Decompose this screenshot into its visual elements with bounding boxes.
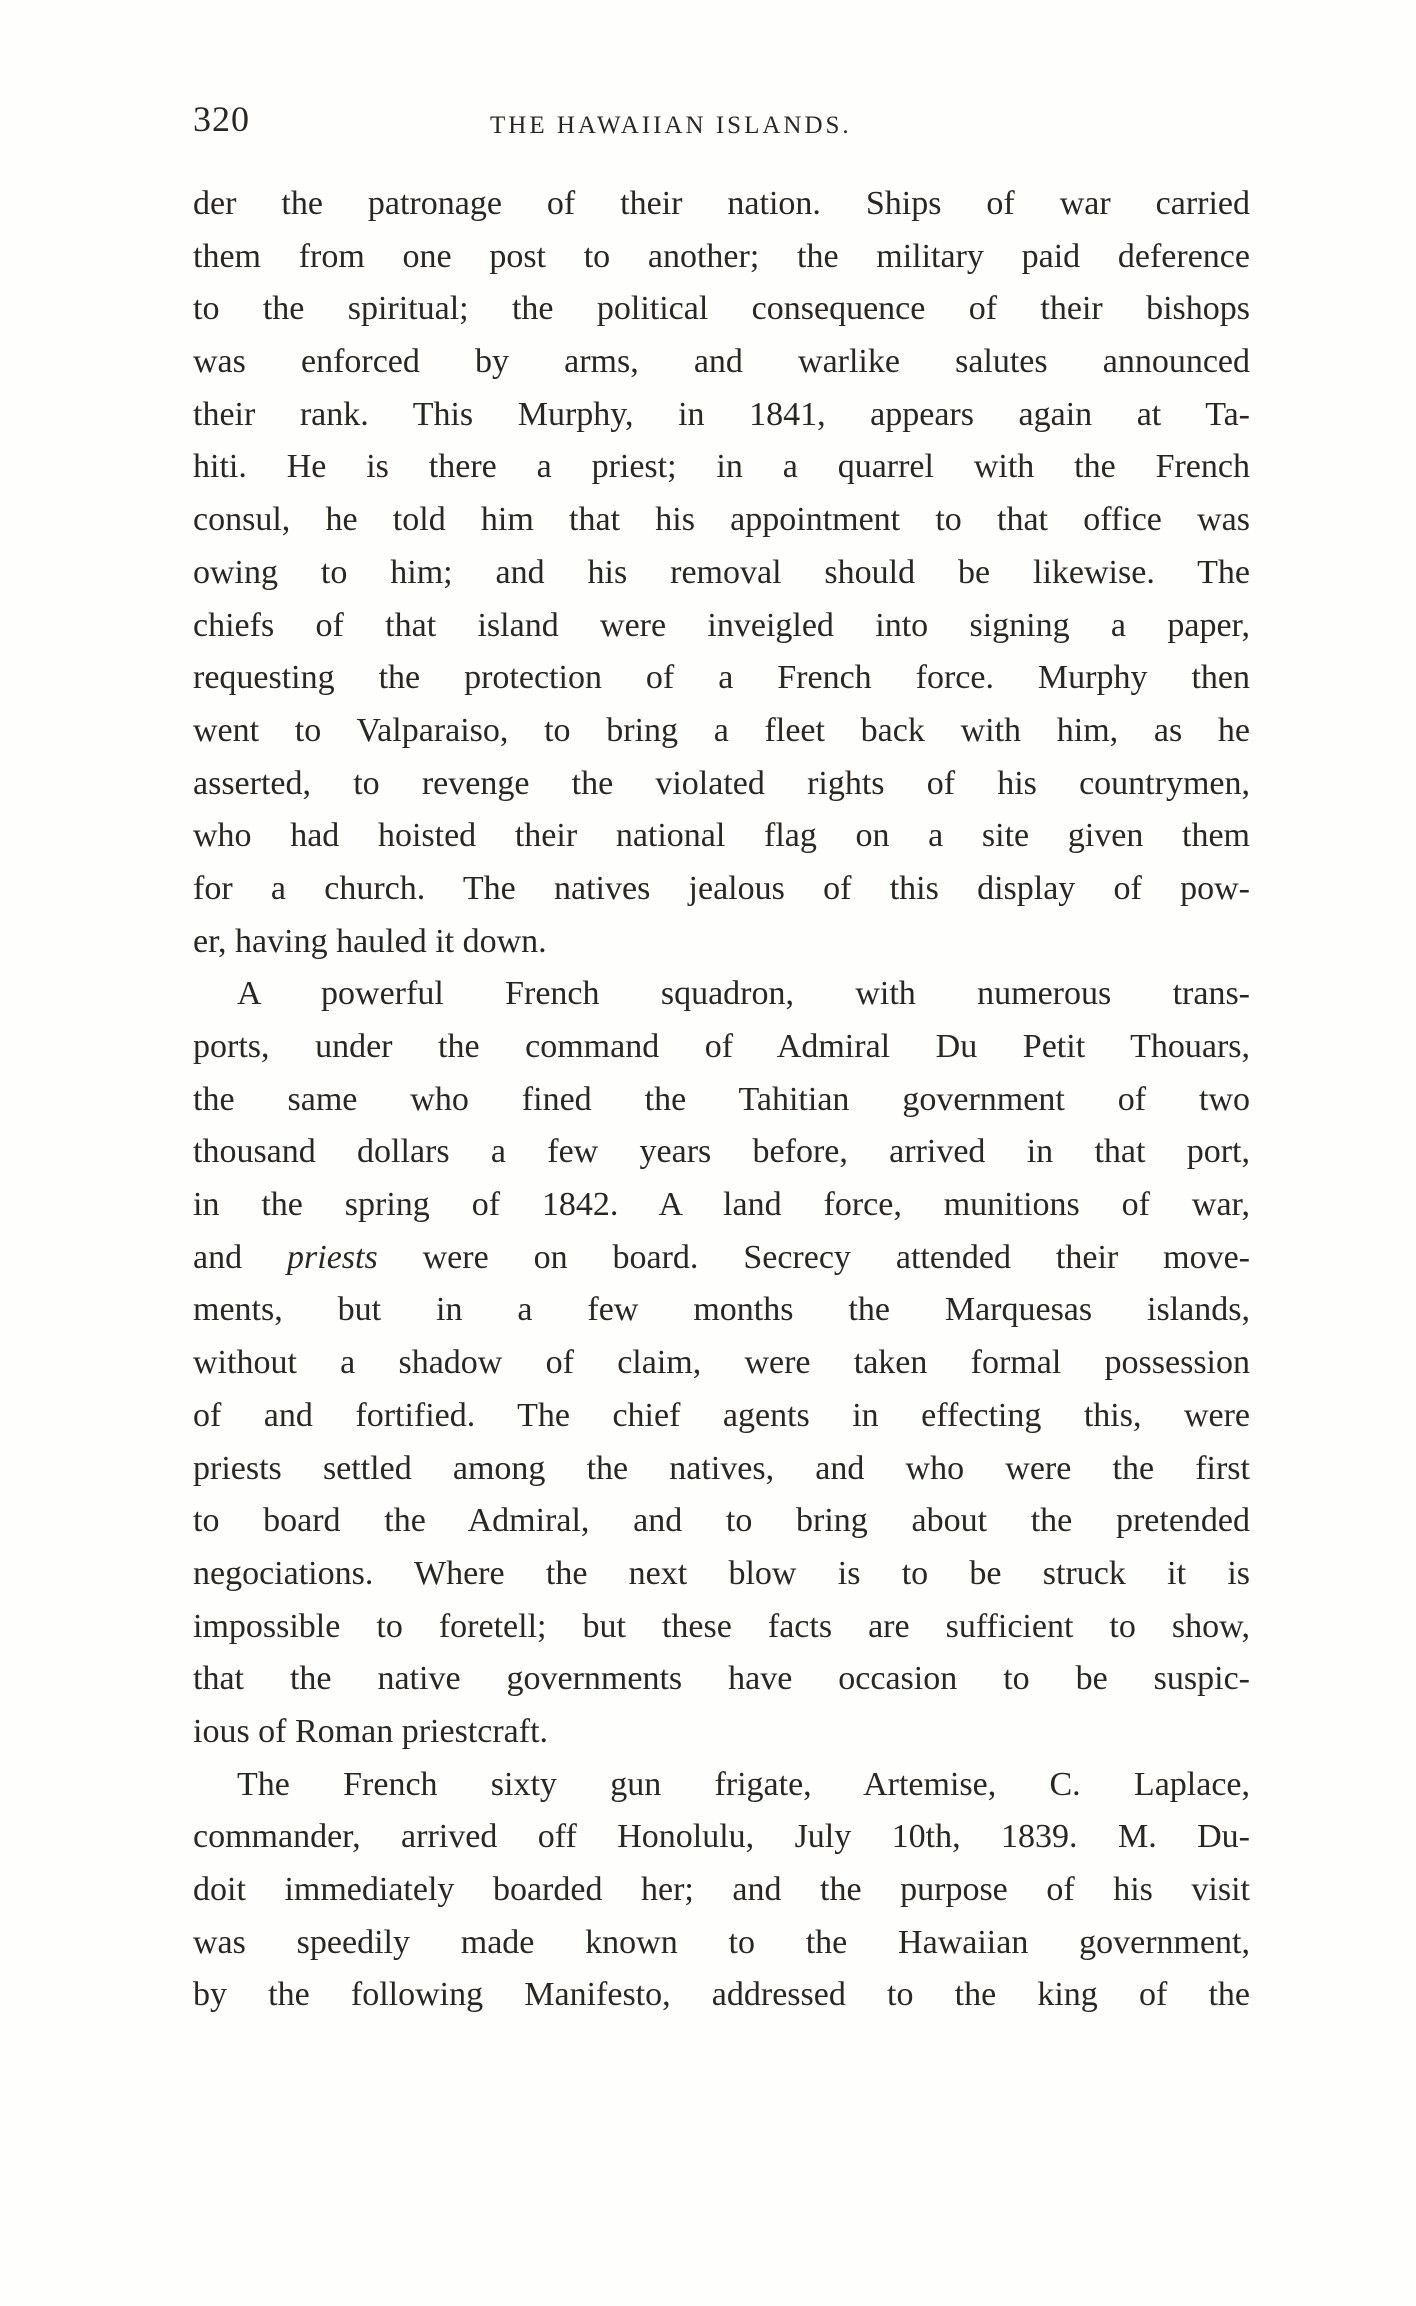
text-line: er, having hauled it down. — [193, 922, 547, 960]
text-line: for a church. The natives jealous of this display of pow- — [193, 869, 1250, 907]
text-line: in the spring of 1842. A land force, munitions of war, — [193, 1186, 1250, 1224]
text-line: consul, he told him that his appointment to that office was — [193, 501, 1250, 539]
text-line: owing to him; and his removal should be likewise. The — [193, 553, 1250, 591]
text-line: to the spiritual; the political consequence of their bishops — [193, 290, 1250, 328]
text-line: their rank. This Murphy, in 1841, appears again at Ta- — [193, 395, 1250, 433]
text-line: went to Valparaiso, to bring a fleet back with him, as he — [193, 711, 1250, 749]
text-fragment: and — [193, 1238, 243, 1276]
italic-word: priests — [287, 1238, 378, 1276]
text-line: ports, under the command of Admiral Du Petit Thouars, — [193, 1028, 1250, 1065]
text-fragment: were on board. Secrecy attended their move- — [422, 1238, 1251, 1276]
text-line: was enforced by arms, and warlike salutes announced — [193, 343, 1250, 381]
running-head: THE HAWAIIAN ISLANDS. — [490, 112, 852, 139]
text-line: priests settled among the natives, and who were the first — [193, 1449, 1250, 1487]
text-line: asserted, to revenge the violated rights of his countrymen, — [193, 764, 1250, 802]
text-line: der the patronage of their nation. Ships of war carried — [193, 185, 1250, 222]
text-line: the same who fined the Tahitian government of two — [193, 1080, 1250, 1118]
text-line: doit immediately boarded her; and the purpose of his visit — [193, 1871, 1250, 1908]
text-line: of and fortified. The chief agents in effecting this, were — [193, 1396, 1250, 1434]
text-line: impossible to foretell; but these facts are sufficient to show, — [193, 1607, 1250, 1645]
text-line: thousand dollars a few years before, arrived in that port, — [193, 1133, 1250, 1171]
text-line: ious of Roman priestcraft. — [193, 1712, 549, 1750]
page-number: 320 — [193, 99, 250, 139]
body-text — [193, 178, 1250, 2022]
page-header — [193, 98, 1273, 148]
text-line: was speedily made known to the Hawaiian government, — [193, 1923, 1250, 1961]
text-line: who had hoisted their national flag on a site given them — [193, 817, 1250, 855]
text-line: negociations. Where the next blow is to be struck it is — [193, 1554, 1250, 1592]
text-line: without a shadow of claim, were taken formal possession — [193, 1344, 1250, 1382]
text-line: them from one post to another; the military paid deference — [193, 237, 1250, 275]
text-line: commander, arrived off Honolulu, July 10th, 1839. M. Du- — [193, 1818, 1250, 1856]
text-line: by the following Manifesto, addressed to the king of the — [193, 1976, 1250, 2014]
text-line: to board the Admiral, and to bring about the pretended — [193, 1502, 1250, 1540]
text-line-with-italic — [193, 1232, 1250, 1285]
text-line: chiefs of that island were inveigled into signing a paper, — [193, 606, 1250, 644]
text-line: ments, but in a few months the Marquesas islands, — [193, 1291, 1250, 1329]
text-line: requesting the protection of a French force. Murphy then — [193, 659, 1250, 697]
paragraph-start-line: A powerful French squadron, with numerous trans- — [237, 975, 1250, 1013]
text-line: that the native governments have occasion to be suspic- — [193, 1660, 1250, 1698]
text-line: hiti. He is there a priest; in a quarrel with the French — [193, 448, 1250, 486]
paragraph-start-line: The French sixty gun frigate, Artemise, C. Laplace, — [237, 1765, 1250, 1803]
